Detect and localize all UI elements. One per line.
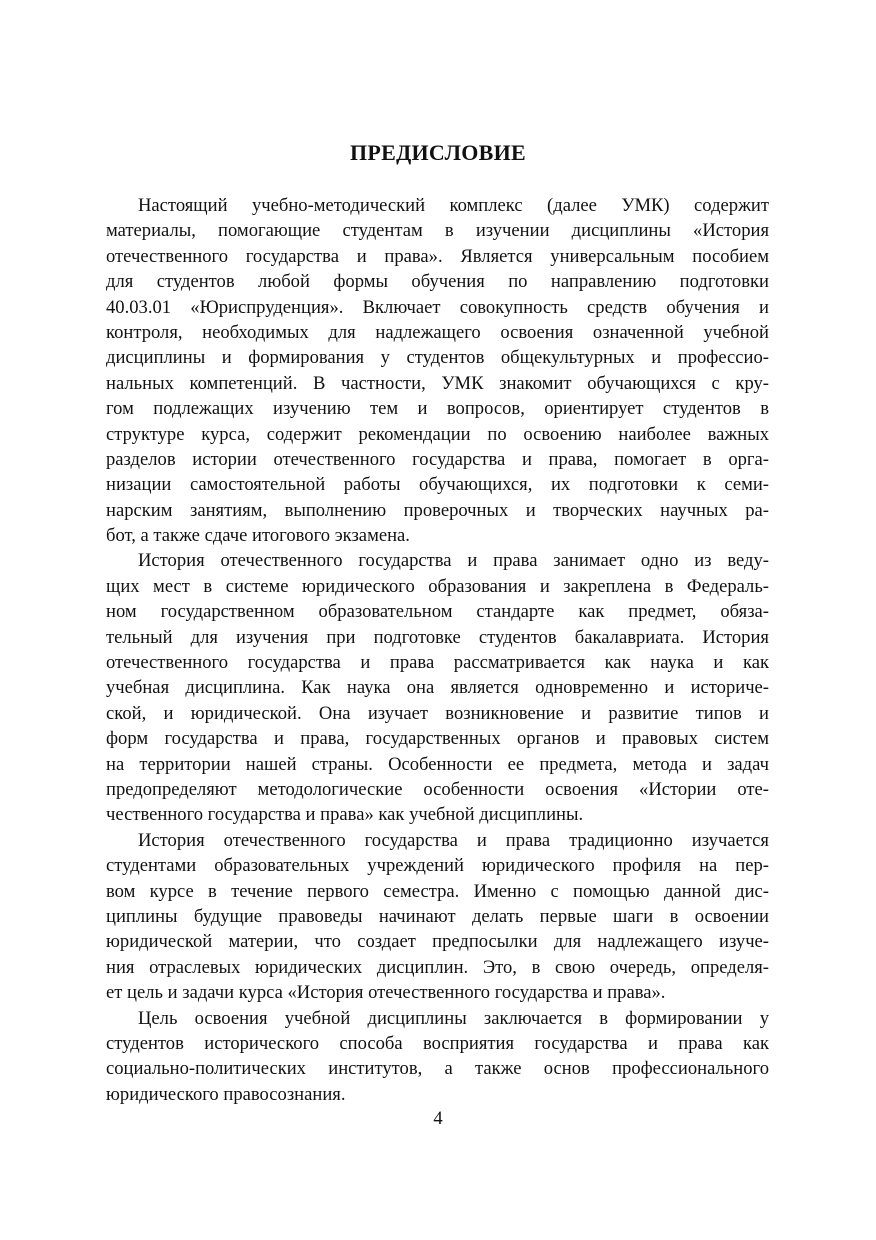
text-line: студентов исторического способа восприятия государства и права как (106, 1032, 769, 1054)
text-line: отечественного государства и права рассматривается как наука и как (106, 652, 769, 674)
text-line: юридической материи, что создает предпосылки для надлежащего изуче- (106, 931, 769, 953)
text-line: студентами образовательных учреждений юридического профиля на пер- (106, 855, 769, 877)
text-line: для студентов любой формы обучения по направлению подготовки (106, 271, 769, 293)
text-line: ет цель и задачи курса «История отечественного государства и права». (106, 982, 666, 1004)
text-line: форм государства и права, государственных органов и правовых систем (106, 728, 769, 750)
text-line: разделов истории отечественного государства и права, помогает в орга- (106, 448, 769, 470)
text-line: ном государственном образовательном стандарте как предмет, обяза- (106, 601, 769, 623)
text-line: циплины будущие правоведы начинают делать первые шаги в освоении (106, 905, 769, 927)
text-line: ской, и юридической. Она изучает возникновение и развитие типов и (106, 702, 769, 724)
text-line: Цель освоения учебной дисциплины заключается в формировании у (138, 1007, 769, 1029)
text-line: Настоящий учебно-методический комплекс (далее УМК) содержит (138, 195, 769, 216)
text-line: щих мест в системе юридического образования и закреплена в Федераль- (106, 575, 769, 597)
text-line: на территории нашей страны. Особенности ее предмета, метода и задач (106, 753, 769, 775)
text-line: гом подлежащих изучению тем и вопросов, ориентирует студентов в (106, 398, 769, 420)
text-line: ния отраслевых юридических дисциплин. Это, в свою очередь, определя- (106, 956, 769, 978)
body-text (106, 193, 769, 1107)
text-line: учебная дисциплина. Как наука она является одновременно и историче- (106, 677, 769, 699)
page-title: ПРЕДИСЛОВИЕ (349, 140, 527, 165)
text-line: предопределяют методологические особенности освоения «Истории оте- (106, 778, 769, 800)
paragraph (106, 1006, 769, 1108)
text-line: История отечественного государства и права традиционно изучается (138, 829, 769, 851)
text-line: отечественного государства и права». Является универсальным пособием (106, 245, 769, 267)
text-line: контроля, необходимых для надлежащего освоения означенной учебной (106, 321, 769, 343)
text-line: материалы, помогающие студентам в изучении дисциплины «История (106, 220, 769, 242)
text-line: социально-политических институтов, а также основ профессионального (106, 1058, 769, 1080)
text-line: дисциплины и формирования у студентов общекультурных и профессио- (106, 347, 769, 369)
text-line: бот, а также сдаче итогового экзамена. (106, 525, 410, 547)
text-line: История отечественного государства и права занимает одно из веду- (138, 550, 769, 572)
text-line: 40.03.01 «Юриспруденция». Включает совокупность средств обучения и (106, 296, 769, 318)
paragraph (106, 548, 769, 827)
text-line: нарским занятиям, выполнению проверочных и творческих научных ра- (106, 499, 769, 521)
paragraph (106, 828, 769, 1006)
text-line: нальных компетенций. В частности, УМК знакомит обучающихся с кру- (106, 372, 769, 394)
text-line: вом курсе в течение первого семестра. Именно с помощью данной дис- (106, 880, 769, 902)
text-line: чественного государства и права» как учебной дисциплины. (106, 804, 584, 826)
text-line: структуре курса, содержит рекомендации по освоению наиболее важных (106, 423, 769, 445)
text-line: юридического правосознания. (106, 1083, 346, 1105)
page-number: 4 (433, 1108, 443, 1129)
paragraph (106, 193, 769, 548)
text-line: тельный для изучения при подготовке студентов бакалавриата. История (106, 626, 769, 648)
text-line: низации самостоятельной работы обучающихся, их подготовки к семи- (106, 474, 769, 496)
